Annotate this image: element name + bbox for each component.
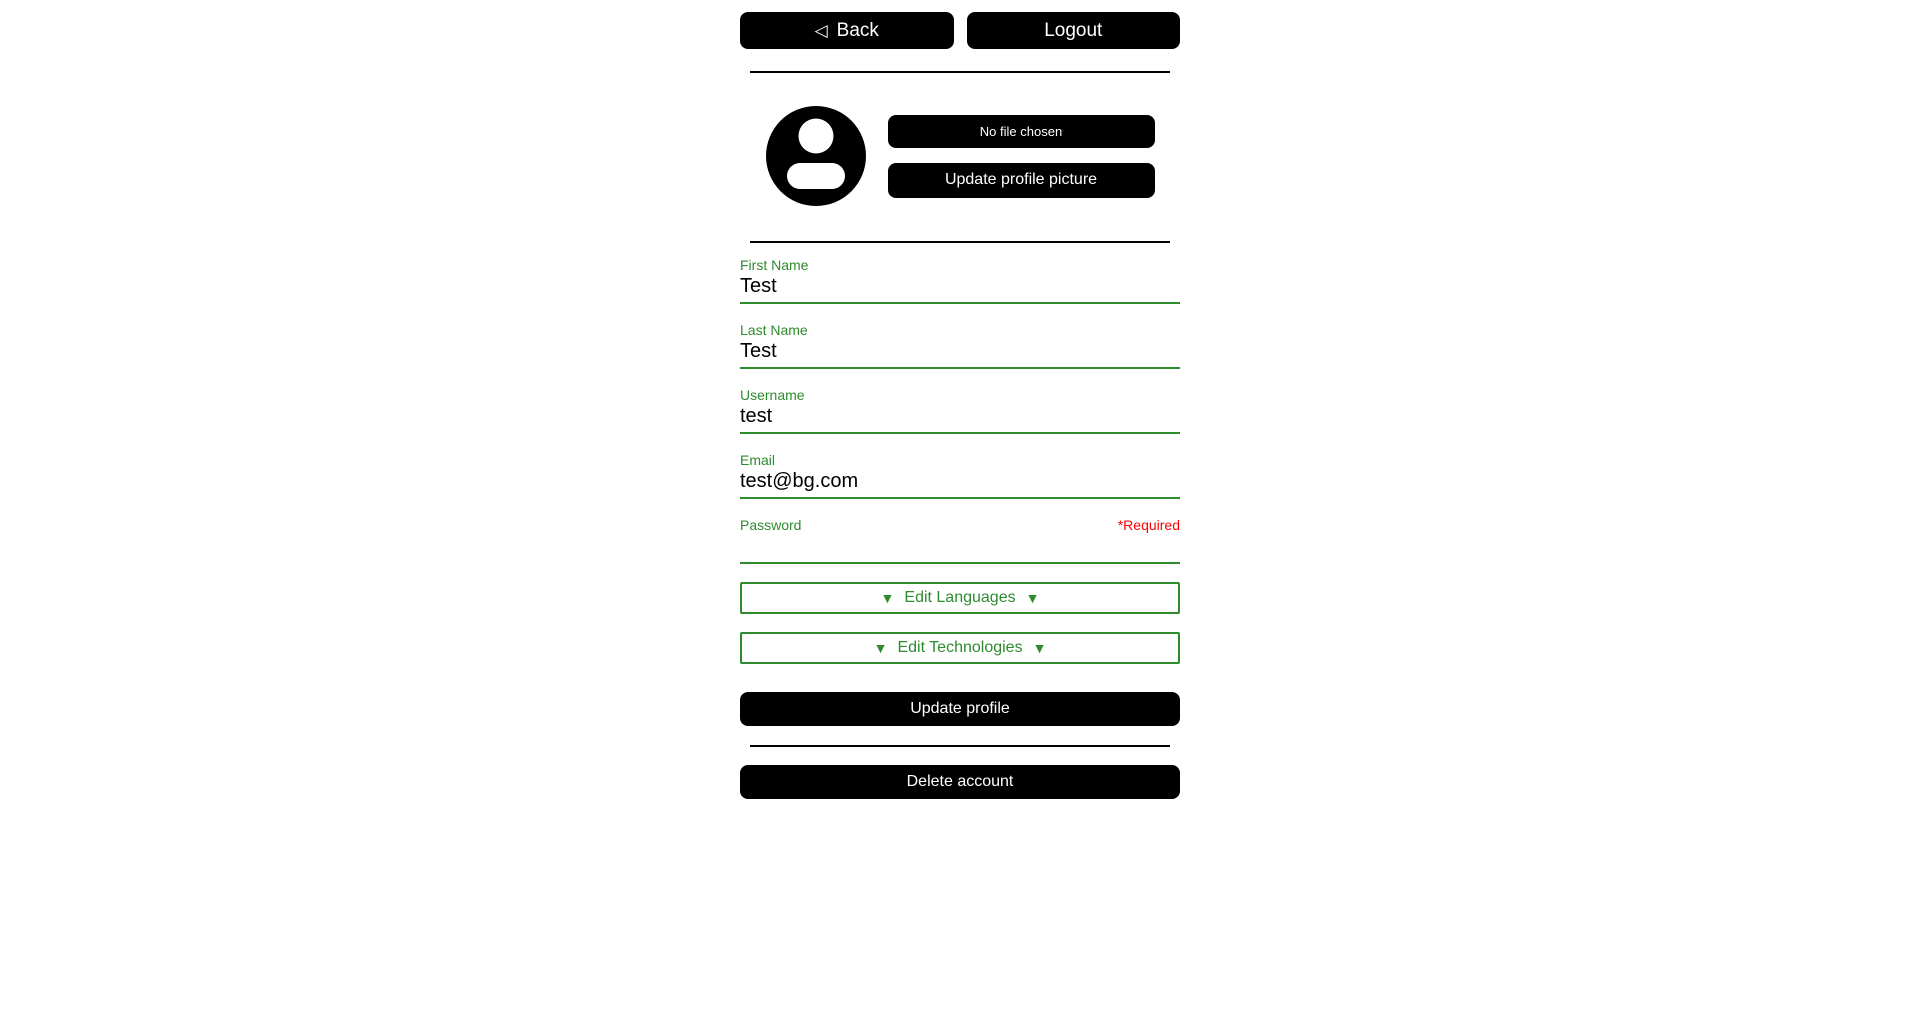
chevron-down-icon: ▼	[873, 640, 888, 656]
delete-account-button[interactable]	[740, 765, 1180, 799]
file-input-status: No file chosen	[979, 123, 1063, 139]
profile-form	[740, 257, 1180, 799]
username-input[interactable]	[740, 404, 1180, 434]
avatar person-icon	[766, 106, 866, 206]
last-name-label: Last Name	[740, 322, 808, 338]
required-badge: *Required	[1117, 517, 1180, 533]
update-profile-button[interactable]	[740, 692, 1180, 726]
first-name-input[interactable]	[740, 274, 1180, 304]
edit-languages-label: Edit Languages	[904, 589, 1016, 606]
username-label: Username	[740, 387, 805, 403]
update-profile-picture-label: Update profile picture	[944, 171, 1098, 188]
profile-picture-section	[740, 106, 1180, 206]
field-last-name	[740, 322, 1180, 369]
update-profile-label: Update profile	[910, 700, 1010, 717]
field-password	[740, 517, 1180, 564]
chevron-down-icon: ▼	[1032, 640, 1047, 656]
divider	[750, 71, 1170, 73]
file-input[interactable]	[888, 115, 1155, 148]
field-first-name	[740, 257, 1180, 304]
edit-technologies-button[interactable]	[740, 632, 1180, 664]
edit-technologies-label: Edit Technologies	[897, 639, 1023, 656]
first-name-label: First Name	[740, 257, 809, 273]
field-email	[740, 452, 1180, 499]
delete-account-label: Delete account	[906, 773, 1014, 790]
field-username	[740, 387, 1180, 434]
profile-page	[740, 12, 1180, 799]
back-arrow-icon: ◁	[814, 21, 828, 40]
email-input[interactable]	[740, 469, 1180, 499]
email-label: Email	[740, 452, 776, 468]
divider	[750, 745, 1170, 747]
profile-picture-controls	[888, 115, 1155, 198]
back-button-label: Back	[836, 19, 879, 41]
logout-button[interactable]	[967, 12, 1181, 49]
last-name-input[interactable]	[740, 339, 1180, 369]
edit-languages-button[interactable]	[740, 582, 1180, 614]
divider	[750, 241, 1170, 243]
update-profile-picture-button[interactable]	[888, 163, 1155, 198]
back-button[interactable]	[740, 12, 954, 49]
chevron-down-icon: ▼	[880, 590, 895, 606]
password-input[interactable]	[740, 534, 1180, 564]
chevron-down-icon: ▼	[1025, 590, 1040, 606]
logout-button-label: Logout	[1044, 19, 1103, 41]
password-label: Password	[740, 517, 802, 533]
header-actions	[740, 12, 1180, 49]
